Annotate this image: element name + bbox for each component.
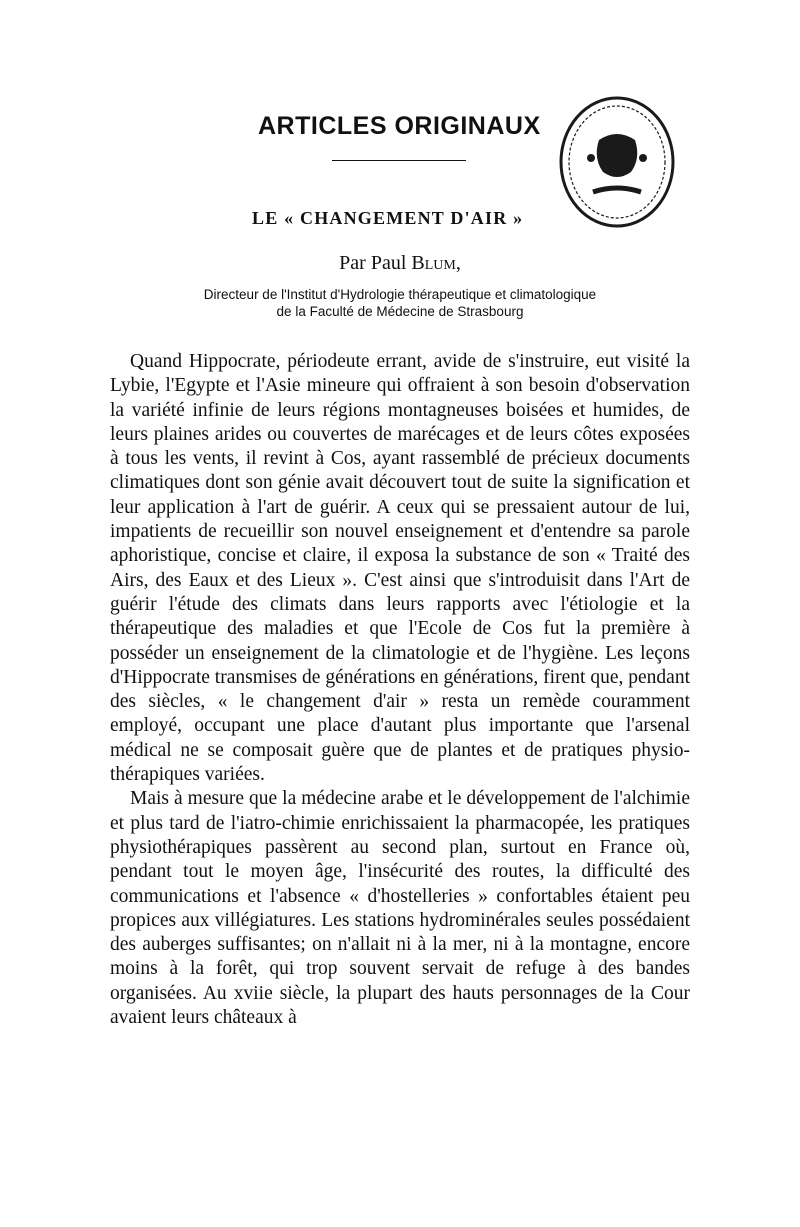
body-paragraph-1: Quand Hippocrate, périodeute errant, avide de s'instruire, eut visité la Lybie, l'Egypte et l'Asie mineure qui offraient à son besoin d'observation la variété infinie de leurs régions montagneuses boisées et humides, de leurs plaines arides ou couvertes de marécages et de leurs côtes exposées à tous les vents, il revint à Cos, ayant rassemblé de précieux documents climatiques dont son génie avait découvert tout de suite la signification et leur application à l'art de guérir. A ceux qui se pressaient autour de lui, impatients de recueillir son nouvel enseignement et d'entendre sa parole aphoristique, concise et claire, il exposa la substance de son « Traité des Airs, des Eaux et des Lieux ». C'est ainsi que s'introduisit dans l'Art de guérir l'étude des climats dans leurs rapports avec l'étiologie et la thérapeutique des maladies et que l'Ecole de Cos fut la première à posséder un enseignement de la climatologie et de l'hygiène. Les leçons d'Hippocrate transmises de générations en générations, firent que, pendant des siècles, « le changement d'air » resta un remède couramment employé, occupant une place d'autant plus importante que l'arsenal médical ne se composait guère que de plantes et de pratiques physiothérapiques variées. — [110, 351, 690, 786]
author-name: Blum, — [411, 252, 461, 274]
stamp-seal — [561, 98, 673, 226]
author-affiliation — [0, 286, 800, 320]
article-byline — [0, 252, 800, 275]
body-paragraph-2: Mais à mesure que la médecine arabe et le développement de l'alchimie et plus tard de l'iatro-chimie enrichissaient la pharmacopée, les pratiques physiothérapiques passèrent au second plan, surtout en France où, pendant tout le moyen âge, l'insécurité des routes, la difficulté des communications et l'absence « d'hostelleries » confortables étaient peu propices aux villégiatures. Les stations hydrominérales seules possédaient des auberges suffisantes; on n'allait ni à la mer, ni à la montagne, encore moins à la forêt, qui trop souvent servait de refuge à des bandes organisées. Au xviie siècle, la plupart des hauts personnages de la Cour avaient leurs châteaux à — [110, 788, 690, 1029]
affiliation-line-2: de la Faculté de Médecine de Strasbourg — [276, 304, 524, 319]
affiliation-line-1: Directeur de l'Institut d'Hydrologie thérapeutique et climatologique — [203, 287, 597, 302]
section-header: ARTICLES ORIGINAUX — [258, 112, 541, 140]
article-body — [110, 350, 690, 1030]
article-title: LE « CHANGEMENT D'AIR » — [252, 208, 524, 228]
byline-prefix: Par Paul — [339, 252, 412, 274]
library-stamp — [553, 88, 681, 236]
title-rule — [332, 160, 466, 161]
